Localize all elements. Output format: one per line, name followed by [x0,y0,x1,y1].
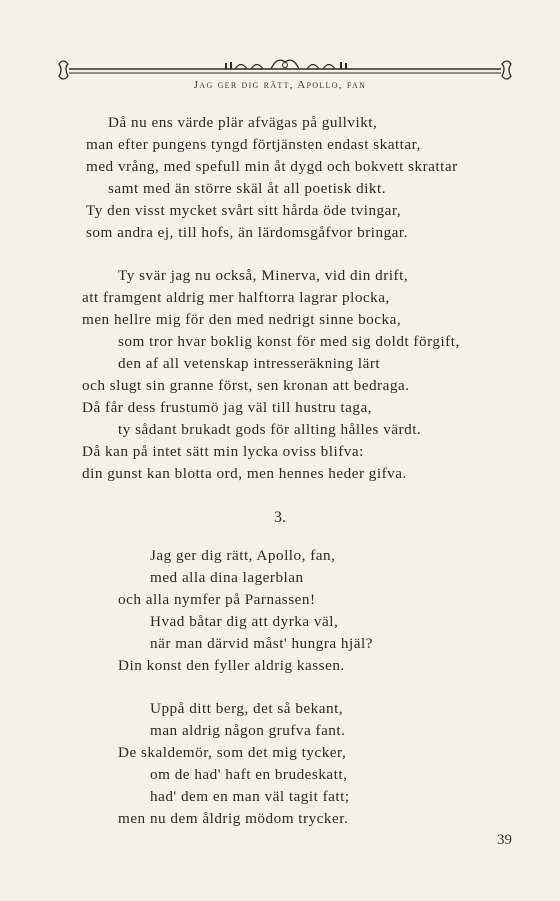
verse-line: Din konst den fyller aldrig kassen. [118,657,345,674]
verse-line: med vrång, med spefull min åt dygd och bokvett skrattar [86,158,458,175]
verse-line: samt med än större skäl åt all poetisk dikt. [108,180,387,197]
verse-line: din gunst kan blotta ord, men hennes heder gifva. [82,465,407,482]
verse-line: De skaldemör, som det mig tycker, [118,744,347,761]
verse-line: Ty den visst mycket svårt sitt hårda öde tvingar, [86,202,402,219]
verse-line: men nu dem åldrig mödom trycker. [118,810,349,827]
verse-line: som tror hvar boklig konst för med sig doldt förgift, [118,333,460,350]
page-number: 39 [497,832,512,848]
verse-line: had' dem en man väl tagit fatt; [150,788,350,805]
verse-line: man aldrig någon grufva fant. [150,722,346,739]
verse-line: Då nu ens värde plär afvägas på gullvikt, [108,114,378,131]
section-number: 3. [274,509,286,526]
verse-line: Hvad båtar dig att dyrka väl, [150,613,339,630]
verse-line: ty sådant brukadt gods för allting hålles värdt. [118,421,422,438]
verse-line: som andra ej, till hofs, än lärdomsgåfvor bringar. [86,224,408,241]
verse-line: Uppå ditt berg, det så bekant, [150,700,344,717]
verse-line: man efter pungens tyngd förtjänsten endast skattar, [86,136,421,153]
verse-line: Jag ger dig rätt, Apollo, fan, [150,547,336,564]
verse-line: om de had' haft en brudeskatt, [150,766,348,783]
verse-line: och slugt sin granne först, sen kronan att bedraga. [82,377,410,394]
verse-line: och alla nymfer på Parnassen! [118,591,316,608]
verse-line: med alla dina lagerblan [150,569,304,586]
verse-line: Då får dess frustumö jag väl till hustru taga, [82,399,372,416]
verse-line: den af all vetenskap intresseräkning lärt [118,355,381,372]
verse-line: att framgent aldrig mer halftorra lagrar plocka, [82,289,390,306]
verse-line: Ty svär jag nu också, Minerva, vid din drift, [118,267,409,284]
verse-line: Då kan på intet sätt min lycka oviss blifva: [82,443,364,460]
verse-line: men hellre mig för den med nedrigt sinne bocka, [82,311,402,328]
running-title: Jag ger dig rätt, Apollo, fan [193,79,367,91]
verse-line: när man därvid måst' hungra hjäl? [150,635,373,652]
